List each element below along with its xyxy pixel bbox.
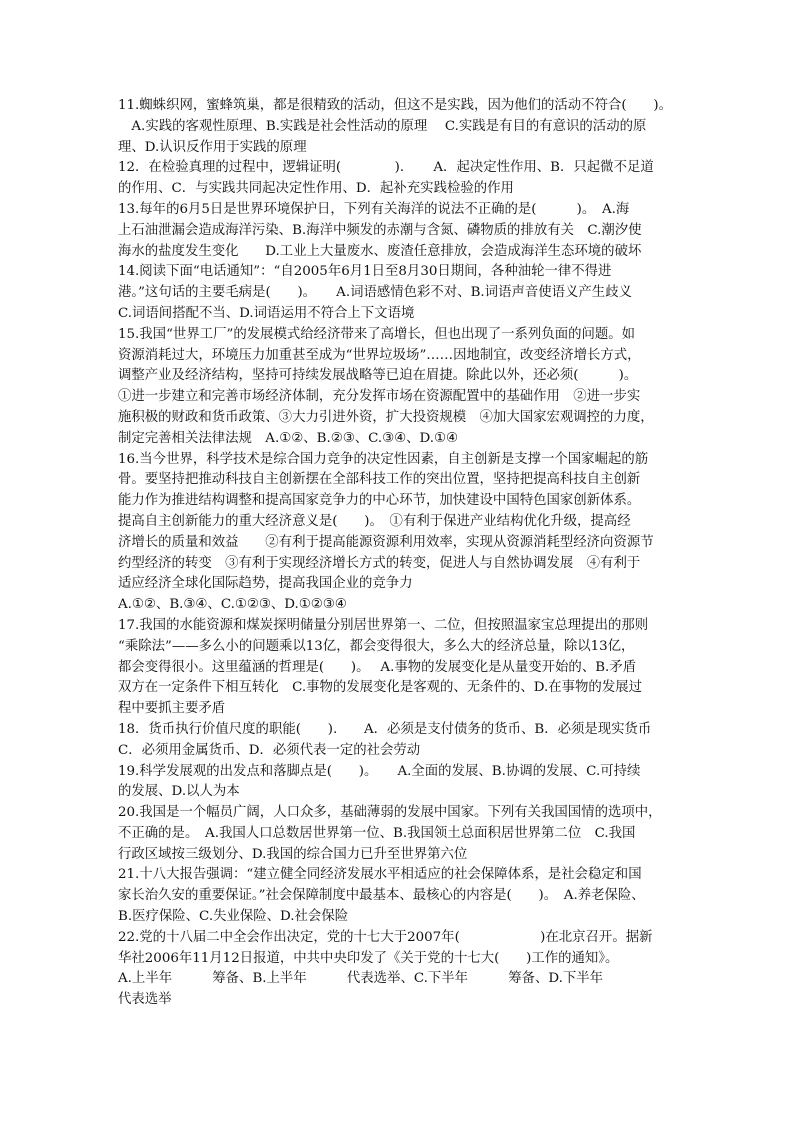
q16-line-4: 提高自主创新能力的重大经济意义是( )。 ①有利于保进产业结构优化升级，提高经 (118, 513, 631, 529)
q13-line-2: 上石油泄漏会造成海洋污染、B.海洋中频发的赤潮与含氮、磷物质的排放有关 C.潮汐使 (118, 222, 642, 238)
q22-line-3: A.上半年 筹备、B.上半年 代表选举、C.下半年 筹备、D.下半年 (118, 971, 604, 987)
q15-line-2: 资源消耗过大，环境压力加重甚至成为“世界垃圾场”……因地制宜，改变经济增长方式， (118, 347, 641, 363)
q16-line-7: 适应经济全球化国际趋势，提高我国企业的竞争力 (118, 576, 413, 592)
q15-line-4: ①进一步建立和完善市场经济体制，充分发挥市场在资源配置中的基础作用 ②进一步实 (118, 389, 641, 405)
q11-line-1: 11.蜘蛛织网，蜜蜂筑巢，都是很精致的活动，但这不是实践，因为他们的活动不符合( )。 (118, 98, 672, 113)
q15-line-3: 调整产业及经济结构，坚持可持续发展战略等已迫在眉捷。除此以外，还必须( )。 (118, 368, 638, 384)
q21-line-2: 家长治久安的重要保证。”社会保障制度中最基本、最核心的内容是( )。 A.养老保险、 (118, 888, 645, 904)
q20-line-2: 不正确的是。 A.我国人口总数居世界第一位、B.我国领土总面积居世界第二位 C.我国 (118, 825, 636, 841)
q17-line-5: 程中要抓主要矛盾 (118, 701, 226, 717)
q16-line-6: 约型经济的转变 ③有利于实现经济增长方式的转变，促进人与自然协调发展 ④有利于 (118, 555, 641, 571)
q18-line-2: C．必须用金属货币、D．必须代表一定的社会劳动 (118, 742, 421, 758)
q13-line-1: 13.每年的6月5日是世界环境保护日，下列有关海洋的说法不正确的是( )。 A.海 (118, 201, 630, 217)
q15-line-6: 制定完善相关法律法规 A.①②、B.②③、C.③④、D.①④ (118, 430, 459, 446)
q20-line-1: 20.我国是一个幅员广阔，人口众多，基础薄弱的发展中国家。下列有关我国国情的选项中， (118, 805, 662, 821)
q15-line-1: 15.我国“世界工厂”的发展模式给经济带来了高增长，但也出现了一系列负面的问题。如 (118, 326, 636, 342)
q11-line-3: 理、D.认识反作用于实践的原理 (118, 139, 307, 155)
q22-line-2: 华社2006年11月12日报道，中共中央印发了《关于党的十七大( )工作的通知》。 (118, 950, 619, 966)
q17-line-3: 都会变得很小。这里蕴涵的哲理是( )。 A.事物的发展变化是从量变开始的、B.矛盾 (118, 659, 637, 675)
q16-line-2: 骨。要坚持把推动科技自主创新摆在全部科技工作的突出位置，坚持把提高科技自主创新 (118, 472, 641, 488)
q14-line-1: 14.阅读下面“电话通知”：“自2005年6月1日至8月30日期间，各种油轮一律不得进 (118, 264, 612, 280)
q19-line-2: 的发展、D.以人为本 (118, 784, 240, 800)
q12-line-1: 12．在检验真理的过程中，逻辑证明( )． A．起决定性作用、B．只起微不足道 (118, 160, 654, 176)
q12-line-2: 的作用、C．与实践共同起决定性作用、D．起补充实践检验的作用 (118, 181, 514, 197)
q16-line-8: A.①②、B.③④、C.①②③、D.①②③④ (118, 597, 347, 613)
q21-line-3: B.医疗保险、C.失业保险、D.社会保险 (118, 909, 349, 925)
q22-line-1: 22.党的十八届二中全会作出决定，党的十七大于2007年( )在北京召开。据新 (118, 929, 653, 945)
q14-line-3: C.词语间搭配不当、D.词语运用不符合上下文语境 (118, 305, 415, 321)
q17-line-4: 双方在一定条件下相互转化 C.事物的发展变化是客观的、无条件的、D.在事物的发展过 (118, 680, 642, 696)
q16-line-5: 济增长的质量和效益 ②有利于提高能源资源利用效率，实现从资源消耗型经济向资源节 (118, 534, 654, 550)
q16-line-1: 16.当今世界，科学技术是综合国力竞争的决定性因素，自主创新是支撑一个国家崛起的筋 (118, 451, 649, 467)
q17-line-1: 17.我国的水能资源和煤炭探明储量分别居世界第一、二位，但按照温家宝总理提出的那则 (118, 617, 649, 633)
q18-line-1: 18．货币执行价值尺度的职能( ). A．必须是支付债务的货币、B．必须是现实货币 (118, 721, 652, 737)
question-text-block (118, 96, 693, 1011)
q20-line-3: 行政区域按三级划分、D.我国的综合国力已升至世界第六位 (118, 846, 468, 862)
q13-line-3: 海水的盐度发生变化 D.工业上大量废水、废渣任意排放，会造成海洋生态环境的破坏 (118, 243, 642, 259)
q21-line-1: 21.十八大报告强调：“建立健全同经济发展水平相适应的社会保障体系，是社会稳定和国 (118, 867, 642, 883)
q17-line-2: “乘除法”——多么小的问题乘以13亿，都会变得很大，多么大的经济总量，除以13亿， (118, 638, 635, 654)
q19-line-1: 19.科学发展观的出发点和落脚点是( )。 A.全面的发展、B.协调的发展、C.可持续 (118, 763, 641, 779)
q15-line-5: 施积极的财政和货币政策、③大力引进外资，扩大投资规模 ④加大国家宏观调控的力度， (118, 409, 654, 425)
q16-line-3: 能力作为推进结构调整和提高国家竞争力的中心环节，加快建设中国特色国家创新体系。 (118, 493, 641, 509)
q11-line-2: A.实践的客观性原理、B.实践是社会性活动的原理 C.实践是有目的有意识的活动的原 (118, 118, 647, 134)
q14-line-2: 港。”这句话的主要毛病是( )。 A.词语感情色彩不对、B.词语声音使语义产生歧义 (118, 285, 632, 301)
q22-line-4: 代表选举 (118, 992, 172, 1008)
